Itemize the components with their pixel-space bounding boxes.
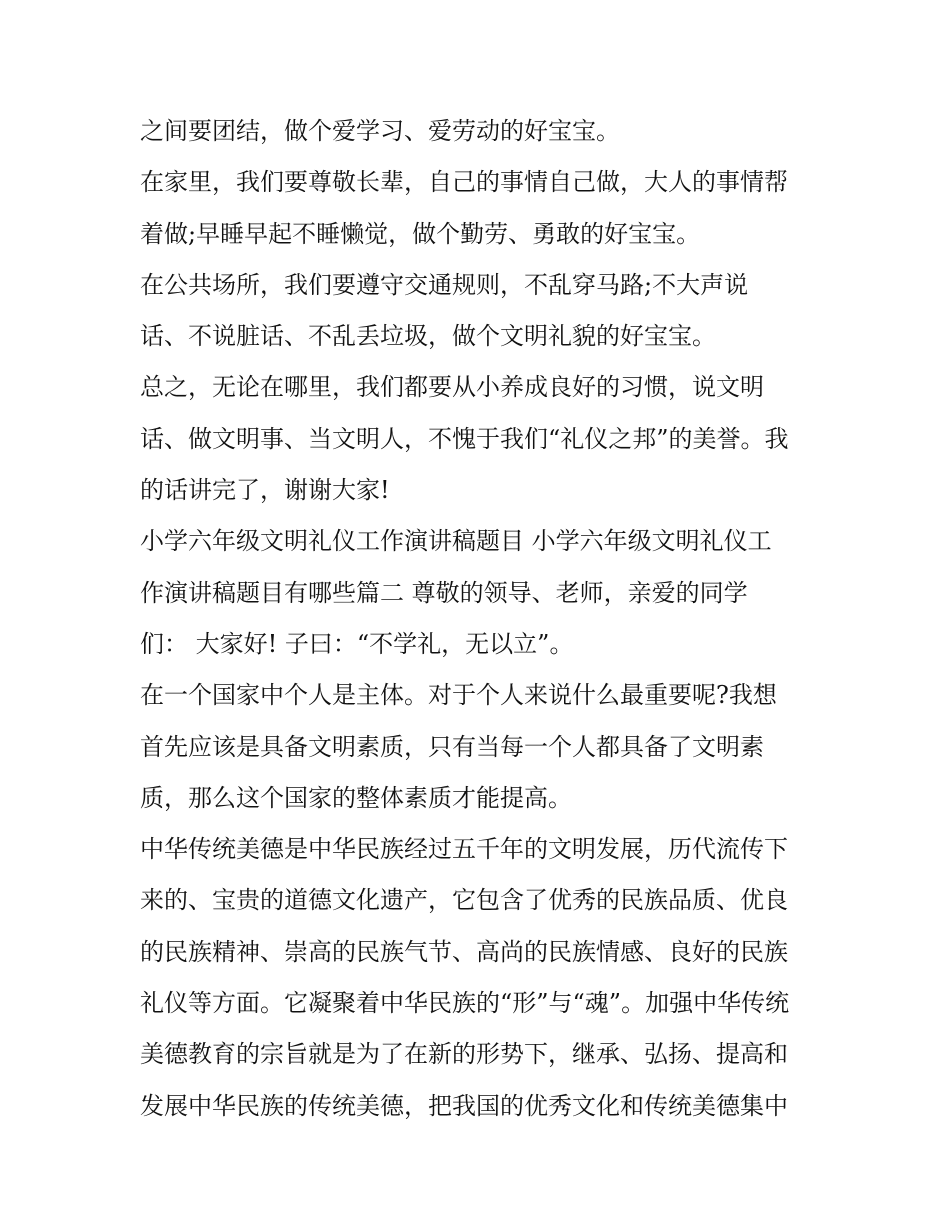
text-line: 小学六年级文明礼仪工作演讲稿题目 小学六年级文明礼仪工	[140, 527, 772, 556]
text-line: 话、不说脏话、不乱丢垃圾，做个文明礼貌的好宝宝。	[140, 322, 716, 351]
text-line: 话、做文明事、当文明人，不愧于我们“礼仪之邦”的美誉。我	[140, 424, 789, 453]
text-line: 发展中华民族的传统美德，把我国的优秀文化和传统美德集中	[140, 1091, 788, 1120]
text-line: 中华传统美德是中华民族经过五千年的文明发展，历代流传下	[140, 835, 788, 864]
text-line: 之间要团结，做个爱学习、爱劳动的好宝宝。	[140, 117, 620, 145]
text-line: 的民族精神、崇高的民族气节、高尚的民族情感、良好的民族	[140, 937, 788, 966]
body-text	[140, 106, 820, 1132]
text-line: 在一个国家中个人是主体。对于个人来说什么最重要呢?我想	[140, 681, 777, 710]
text-line: 的话讲完了，谢谢大家!	[140, 476, 390, 505]
text-line: 来的、宝贵的道德文化遗产，它包含了优秀的民族品质、优良	[140, 886, 788, 915]
text-line: 在公共场所，我们要遵守交通规则，不乱穿马路;不大声说	[140, 270, 749, 299]
text-line: 礼仪等方面。它凝聚着中华民族的“形”与“魂”。加强中华传统	[140, 989, 790, 1018]
text-line: 在家里，我们要尊敬长辈，自己的事情自己做，大人的事情帮	[140, 168, 788, 197]
text-line: 美德教育的宗旨就是为了在新的形势下，继承、弘扬、提高和	[140, 1040, 788, 1069]
text-line: 首先应该是具备文明素质，只有当每一个人都具备了文明素	[140, 732, 764, 761]
text-line: 们： 大家好! 子曰：“不学礼，无以立”。	[140, 629, 574, 658]
text-line: 总之，无论在哪里，我们都要从小养成良好的习惯，说文明	[140, 373, 764, 402]
text-line: 质，那么这个国家的整体素质才能提高。	[140, 783, 572, 812]
text-line: 作演讲稿题目有哪些篇二 尊敬的领导、老师，亲爱的同学	[140, 578, 748, 607]
text-line: 着做;早睡早起不睡懒觉，做个勤劳、勇敢的好宝宝。	[140, 219, 701, 248]
